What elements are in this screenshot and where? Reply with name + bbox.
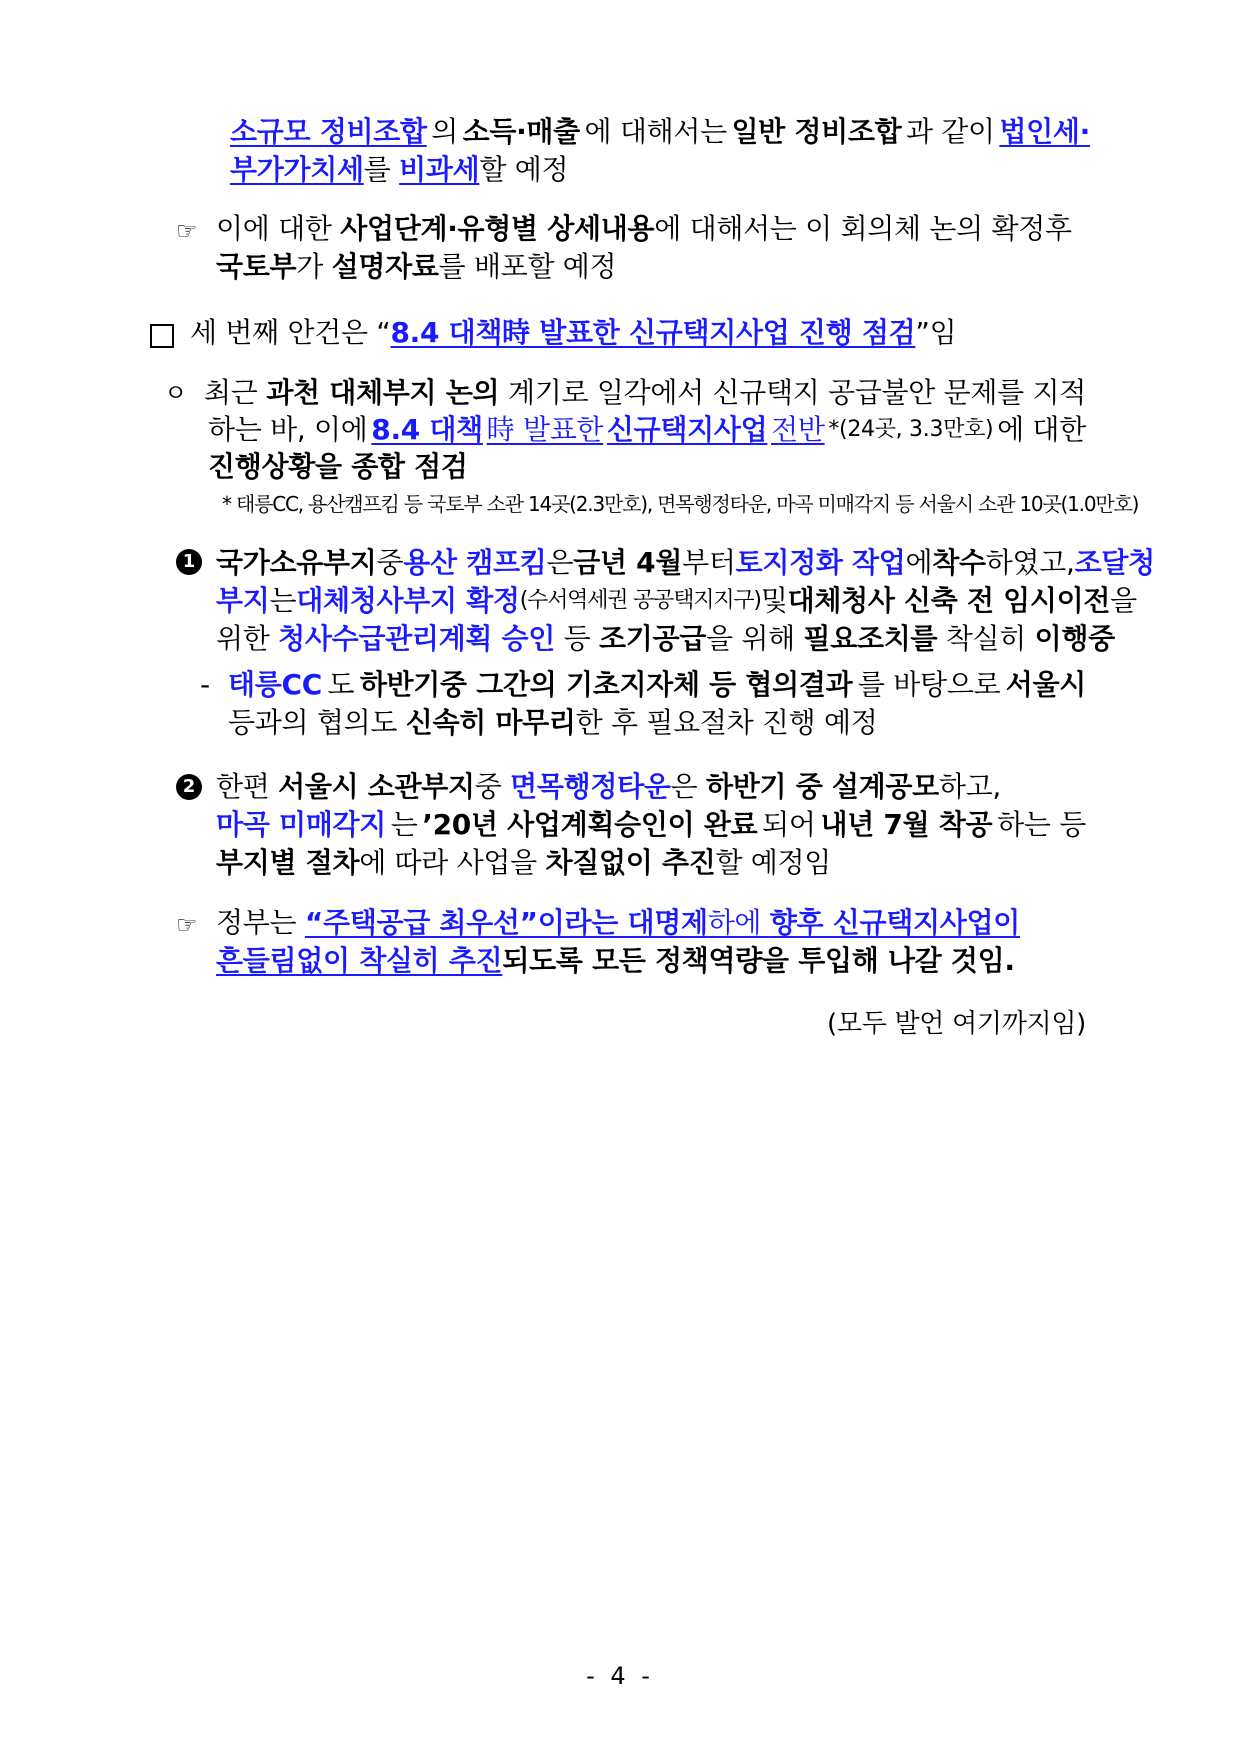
text: 에 따라 사업을 (359, 846, 546, 879)
text: 하에 (707, 906, 770, 939)
text-replacement-site: 대체청사부지 확정 (296, 584, 520, 617)
text: 할 예정 (479, 153, 569, 186)
agenda3-heading (190, 314, 956, 352)
footnote: * 태릉CC, 용산캠프킴 등 국토부 소관 14곳(2.3만호), 면목행정타운, 마곡 미매각지 등 서울시 소관 10곳(1.0만호) (222, 492, 1139, 516)
text-steady-progress: 흔들림없이 착실히 추진 (216, 944, 503, 977)
text: 정부는 (216, 906, 305, 939)
text-smooth-progress: 차질없이 추진 (545, 846, 716, 879)
text-camp-kim: 용산 캠프킴 (403, 546, 547, 579)
text-briefing-material: 설명자료 (331, 250, 439, 283)
text: 에 대한 (997, 413, 1086, 446)
note1-line2 (216, 248, 616, 286)
text: 를 바탕으로 (857, 668, 1001, 701)
text: 을 (1110, 584, 1137, 617)
text-aug4-measure: 8.4 대책 (371, 413, 483, 446)
bullet-marker: ㅇ (164, 379, 188, 407)
text: 를 (363, 153, 400, 186)
text-new-housing-site: 신규택지사업 (606, 413, 768, 446)
text-consultation-result: 하반기중 그간의 기초지자체 등 협의결과 (359, 668, 853, 701)
text-tax-exempt: 비과세 (399, 153, 480, 186)
text: ”임 (915, 316, 957, 349)
text-income-sales: 소득·매출 (462, 115, 580, 148)
text: 에 (905, 546, 933, 579)
text: 중 (474, 770, 511, 803)
note2-line2 (216, 942, 1015, 980)
text-general-cooperative: 일반 정비조합 (731, 115, 902, 148)
text-temporary-relocation: 대체청사 신축 전 임시이전 (787, 584, 1111, 617)
number-1-badge: 1 (176, 549, 202, 575)
text: 의 (431, 115, 459, 148)
text: 세 번째 안건은 “ (190, 316, 391, 349)
item1-sub-line1 (228, 666, 1086, 704)
text: 과 같이 (905, 115, 995, 148)
bullet-line1 (204, 374, 1086, 412)
text-site-procedure: 부지별 절차 (216, 846, 360, 879)
text: 한편 (216, 770, 279, 803)
number-2-badge: 2 (176, 774, 202, 800)
text-future-projects: 향후 신규택지사업이 (769, 906, 1020, 939)
text-stage-details: 사업단계·유형별 상세내용 (340, 212, 655, 245)
text-quick-wrapup: 신속히 마무리 (405, 706, 576, 739)
text-policy-commitment: 되도록 모든 정책역량을 투입해 나갈 것임. (502, 944, 1015, 977)
text-plan-approved: ’20년 사업계획승인이 완료 (422, 808, 758, 841)
text: 가 (296, 250, 332, 283)
item2-line2 (216, 806, 1086, 844)
text: 하고, (938, 770, 1002, 803)
text-office-plan-approval: 청사수급관리계획 승인 (278, 622, 556, 655)
pointing-hand-icon: ☞ (176, 911, 198, 939)
text: 이에 대한 (216, 212, 341, 245)
text: 및 (760, 584, 788, 617)
text: 할 예정임 (715, 846, 832, 879)
text-taereung-cc: 태릉CC (228, 668, 322, 701)
text-gwacheon-discussion: 과천 대체부지 논의 (266, 376, 500, 409)
text: 하였고, (985, 546, 1075, 579)
text-vat: 부가가치세 (230, 153, 364, 186)
text-site: 부지 (216, 584, 270, 617)
text-agenda-topic: 8.4 대책時 발표한 신규택지사업 진행 점검 (390, 316, 916, 349)
note1-line1 (216, 210, 1072, 248)
text-in-progress: 이행중 (1034, 622, 1115, 655)
text: 되어 (762, 808, 816, 841)
text: 에 대해서는 (584, 115, 727, 148)
text-procurement-office: 조달청 (1074, 546, 1155, 579)
para1-line2 (230, 151, 568, 189)
text-myeonmok: 면목행정타운 (510, 770, 671, 803)
bullet-line2 (208, 411, 1086, 449)
text: 중 (376, 546, 404, 579)
text-soil-remediation: 토지정화 작업 (735, 546, 906, 579)
text: 등 (555, 622, 599, 655)
text-count: *(24곳, 3.3만호) (828, 417, 994, 442)
text: 한 후 필요절차 진행 예정 (575, 706, 878, 739)
text: 도 (327, 668, 355, 701)
text: 최근 (204, 376, 258, 409)
text-molit: 국토부 (216, 250, 297, 283)
item1-line2 (216, 582, 1137, 620)
page-number: - 4 - (586, 1662, 654, 1690)
text: 위한 (216, 622, 279, 655)
text-seoul-sites: 서울시 소관부지 (278, 770, 475, 803)
text-july-start: 내년 7월 착공 (820, 808, 993, 841)
para1-line1 (230, 113, 1090, 151)
text-seoul: 서울시 (1005, 668, 1086, 701)
text-early-supply: 조기공급 (599, 622, 706, 655)
text: 에 대해서는 이 회의체 논의 확정후 (654, 212, 1072, 245)
item1-sub-line2 (228, 704, 878, 742)
text: 時 발표한 (486, 413, 604, 446)
text: 계기로 일각에서 신규택지 공급불안 문제를 지적 (508, 376, 1086, 409)
text-april: 금년 4월 (573, 546, 683, 579)
text: 하는 바, 이에 (208, 413, 368, 446)
text: 전반 (771, 413, 825, 446)
closing-remark: (모두 발언 여기까지임) (827, 1009, 1086, 1039)
item1-line1 (216, 544, 1155, 582)
text-started: 착수 (932, 546, 986, 579)
text: 를 배포할 예정 (438, 250, 617, 283)
text-state-land: 국가소유부지 (216, 546, 377, 579)
pointing-hand-icon: ☞ (176, 217, 198, 245)
item1-line3 (216, 620, 1115, 658)
text: 은 (546, 546, 574, 579)
note2-line1 (216, 904, 1020, 942)
bullet-line3: 진행상황을 종합 점검 (208, 450, 468, 483)
item2-line1 (216, 768, 1001, 806)
text-required-measures: 필요조치를 (803, 622, 938, 655)
dash-marker: - (200, 668, 211, 701)
text-magok: 마곡 미매각지 (216, 808, 386, 841)
text: 하는 등 (997, 808, 1086, 841)
text-small-cooperative: 소규모 정비조합 (230, 115, 427, 148)
text-corporate-tax: 법인세· (999, 115, 1090, 148)
item2-line3 (216, 844, 831, 882)
text: 은 (670, 770, 707, 803)
text-design-competition: 하반기 중 설계공모 (706, 770, 939, 803)
text: 부터 (682, 546, 736, 579)
text-housing-priority: “주택공급 최우선”이라는 대명제 (304, 906, 708, 939)
text: 는 (269, 584, 297, 617)
text-suseo: (수서역세권 공공택지지구) (519, 588, 761, 613)
text: 등과의 협의도 (228, 706, 406, 739)
text: 는 (390, 808, 418, 841)
text: 을 위해 (706, 622, 804, 655)
text: 착실히 (937, 622, 1035, 655)
checkbox-square-icon (150, 324, 174, 348)
